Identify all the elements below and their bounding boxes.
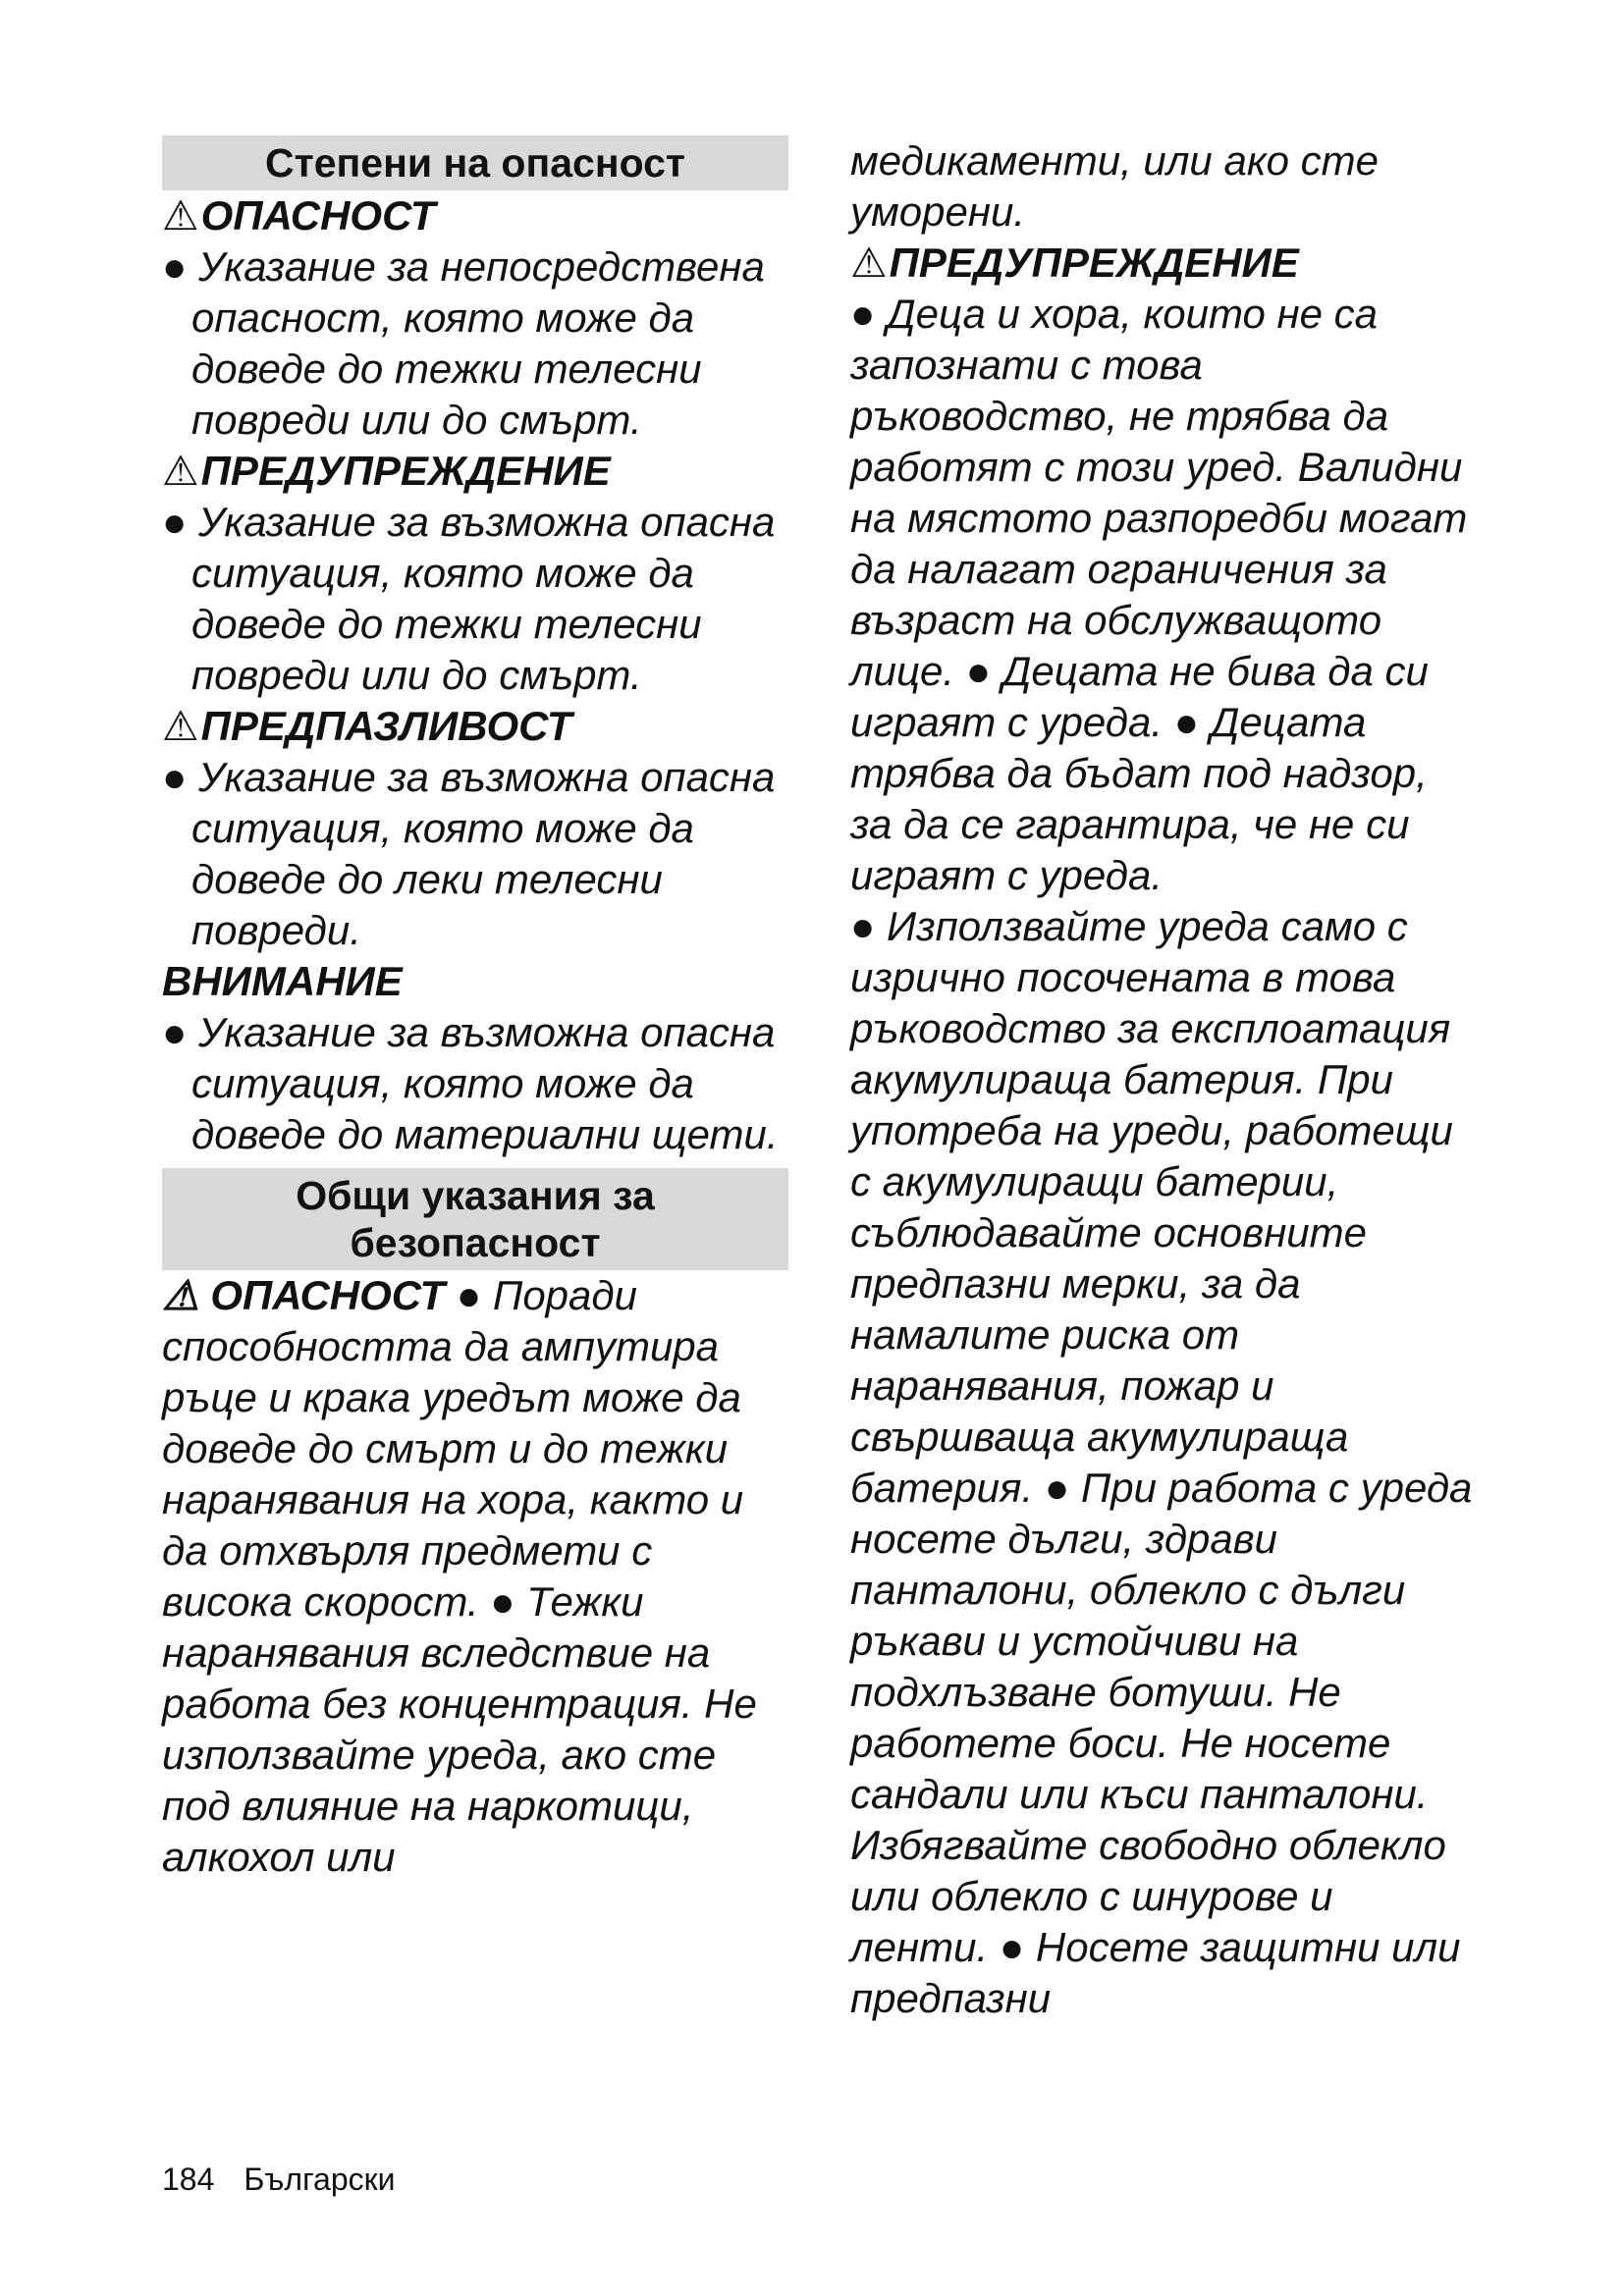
warning-triangle-icon: ⚠: [162, 448, 199, 494]
left-column: [162, 135, 788, 1883]
section-heading-hazard-levels: Степени на опасност: [162, 135, 788, 190]
right-column: [850, 135, 1479, 2024]
notice-description: ● Указание за възможна опасна ситуация, която може да доведе до материални щети.: [162, 1009, 779, 1157]
warning-triangle-icon: ⚠: [162, 1272, 211, 1318]
notice-label: ВНИМАНИЕ: [162, 958, 403, 1004]
section-heading-general-safety: Общи указания за безопасност: [162, 1168, 788, 1270]
battery-clothing-paragraph: ● Използвайте уреда само с изрично посочената в това ръководство за експлоатация акумулираща батерия. При употреба на уреди, работещи с акумулиращи батерии, съблюдавайте основните предпазни мерки, за да намалите риска от наранявания, пожар и свършваща акумулираща батерия. ● При работа с уреда носете дълги, здрави панталони, облекло с дълги ръкави и устойчиви на подхлъзване ботуши. Не работете боси. Не носете сандали или къси панталони. Избягвайте свободно облекло или облекло с шнурове и ленти. ● Носете защитни или предпазни: [850, 903, 1473, 2021]
general-danger-lead: [162, 1272, 445, 1318]
warning-description: ● Указание за възможна опасна ситуация, която може да доведе до тежки телесни повреди или до смърт.: [162, 499, 776, 698]
page-language: Български: [244, 2162, 396, 2197]
children-warning-paragraph: ● Деца и хора, които не са запознати с това ръководство, не трябва да работят с този уред. Валидни на мястото разпоредби могат да налагат ограничения за възраст на обслужващото лице. ● Децата не бива да си играят с уреда. ● Децата трябва да бъдат под надзор, за да се гарантира, че не си играят с уреда.: [850, 291, 1468, 898]
general-danger-label: ОПАСНОСТ: [210, 1272, 446, 1318]
general-danger-text: ● Поради способността да ампутира ръце и крака уредът може да доведе до смърт и до тежки наранявания на хора, както и да отхвърля предмети с висока скорост. ● Тежки наранявания вследствие на работа без концентрация. Не използвайте уреда, ако сте под влияние на наркотици, алкохол или: [162, 1272, 757, 1880]
danger-label: [162, 190, 788, 241]
general-danger-paragraph: [162, 1270, 788, 1883]
warning-label-text: ПРЕДУПРЕЖДЕНИЕ: [200, 448, 611, 494]
warning-triangle-icon: ⚠: [162, 703, 199, 749]
page-footer: [162, 2160, 425, 2199]
danger-description: ● Указание за непосредствена опасност, която може да доведе до тежки телесни повреди или до смърт.: [162, 243, 765, 443]
caution-label-text: ПРЕДПАЗЛИВОСТ: [200, 703, 572, 749]
warning-label: [162, 446, 788, 497]
continuation-text: медикаменти, или ако сте уморени.: [850, 137, 1380, 235]
caution-label: [162, 701, 788, 752]
warning-triangle-icon: ⚠: [850, 240, 888, 286]
warning-triangle-icon: ⚠: [162, 192, 199, 239]
caution-description: ● Указание за възможна опасна ситуация, която може да доведе до леки телесни повреди.: [162, 754, 776, 953]
warning-label-right-text: ПРЕДУПРЕЖДЕНИЕ: [889, 240, 1299, 286]
danger-label-text: ОПАСНОСТ: [200, 192, 436, 239]
warning-label-right: [850, 238, 1479, 289]
page-number: 184: [162, 2162, 215, 2197]
